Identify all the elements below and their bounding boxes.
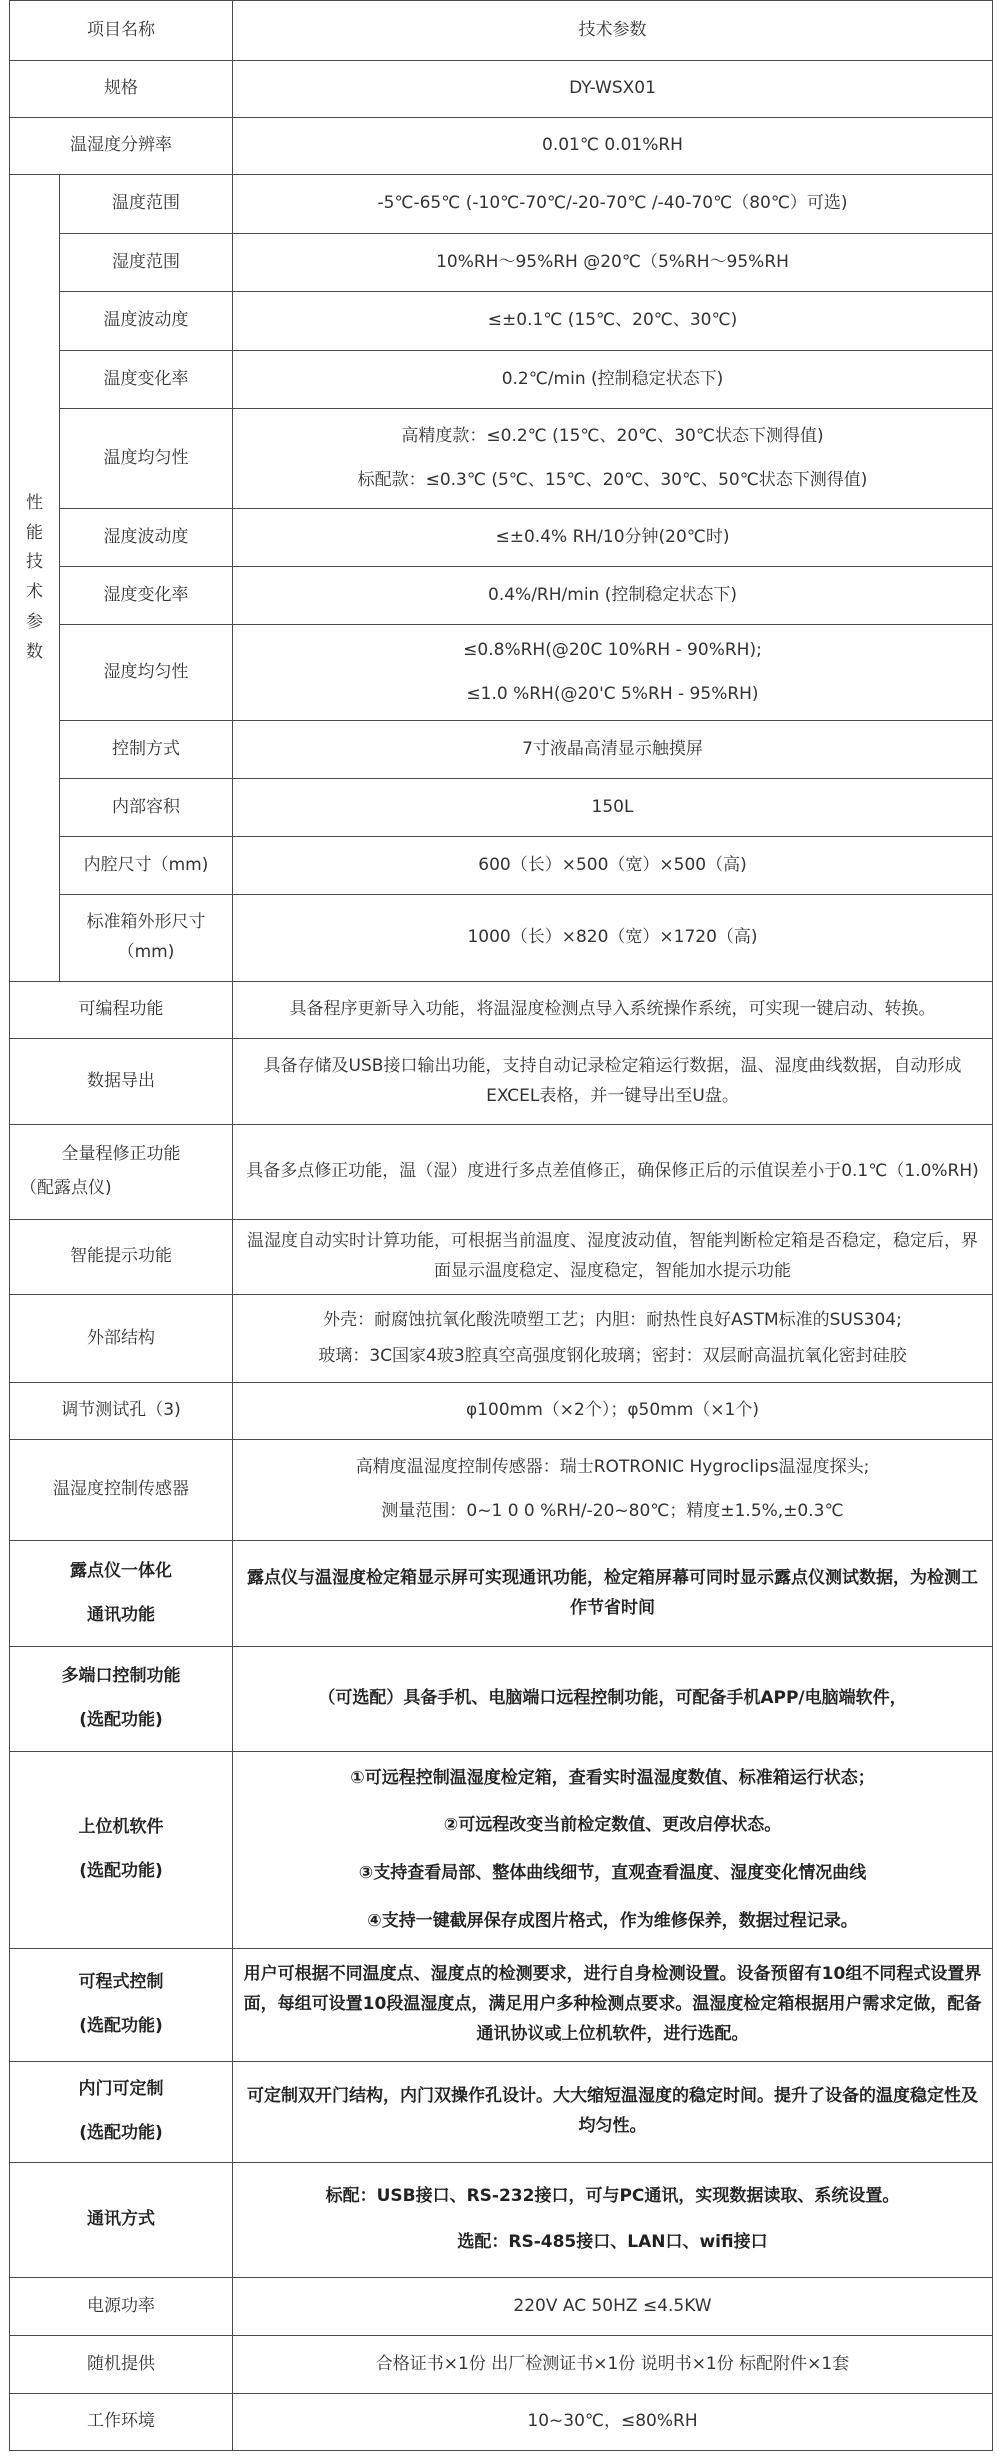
row-name: 工作环境 (10, 2394, 233, 2451)
table-row (10, 1647, 993, 1752)
row-value: 150L (233, 779, 993, 837)
row-value: 7寸液晶高清显示触摸屏 (233, 721, 993, 779)
table-row (10, 1752, 993, 1949)
row-name: 温度变化率 (60, 351, 233, 409)
row-value: ①可远程控制温湿度检定箱，查看实时温湿度数值、标准箱运行状态； ②可远程改变当前检定数值、更改启停状态。 ③支持查看局部、整体曲线细节，直观查看温度、湿度变化情况曲线 ④支持一键截屏保存成图片格式，作为维修保养，数据过程记录。 (233, 1752, 993, 1949)
row-value: 10~30℃，≤80%RH (233, 2394, 993, 2451)
table-row (10, 118, 993, 175)
row-name: 内腔尺寸（mm) (60, 837, 233, 895)
table-row (10, 895, 993, 982)
row-name: 湿度范围 (60, 234, 233, 292)
row-value: 10%RH～95%RH @20℃（5%RH～95%RH (233, 234, 993, 292)
table-row (10, 982, 993, 1039)
table-row (10, 2163, 993, 2278)
table-row (10, 2278, 993, 2336)
row-name: 上位机软件 (选配功能) (10, 1752, 233, 1949)
row-name: 可程式控制 (选配功能) (10, 1949, 233, 2062)
row-value: 具备多点修正功能，温（湿）度进行多点差值修正，确保修正后的示值误差小于0.1℃（1.0%RH) (233, 1125, 993, 1220)
row-name: 调节测试孔（3) (10, 1383, 233, 1440)
row-value: 0.4%/RH/min (控制稳定状态下) (233, 567, 993, 625)
row-name: 温度范围 (60, 175, 233, 234)
row-name: 内门可定制 (选配功能) (10, 2062, 233, 2163)
row-value: 可定制双开门结构，内门双操作孔设计。大大缩短温湿度的稳定时间。提升了设备的温度稳定性及均匀性。 (233, 2062, 993, 2163)
row-value: 高精度款：≤0.2℃ (15℃、20℃、30℃状态下测得值) 标配款：≤0.3℃ (5℃、15℃、20℃、30℃、50℃状态下测得值) (233, 409, 993, 509)
row-name: 数据导出 (10, 1039, 233, 1125)
table-row (10, 1125, 993, 1220)
row-value: 标配：USB接口、RS-232接口，可与PC通讯，实现数据读取、系统设置。 选配：RS-485接口、LAN口、wifi接口 (233, 2163, 993, 2278)
row-name: 温度波动度 (60, 292, 233, 351)
header-name: 项目名称 (10, 1, 233, 61)
row-value: 高精度温湿度控制传感器：瑞士ROTRONIC Hygroclips温湿度探头; 测量范围：0~1 0 0 %RH/-20~80℃；精度±1.5%,±0.3℃ (233, 1440, 993, 1541)
row-value: 具备程序更新导入功能，将温湿度检测点导入系统操作系统，可实现一键启动、转换。 (233, 982, 993, 1039)
row-name: 多端口控制功能 (选配功能) (10, 1647, 233, 1752)
table-row (10, 509, 993, 567)
row-name: 控制方式 (60, 721, 233, 779)
row-value: 外壳：耐腐蚀抗氧化酸洗喷塑工艺；内胆：耐热性良好ASTM标准的SUS304; 玻璃：3C国家4玻3腔真空高强度钢化玻璃；密封：双层耐高温抗氧化密封硅胶 (233, 1295, 993, 1383)
table-row (10, 409, 993, 509)
row-value: 合格证书×1份 出厂检测证书×1份 说明书×1份 标配附件×1套 (233, 2336, 993, 2394)
table-row (10, 1295, 993, 1383)
table-row (10, 2062, 993, 2163)
row-value: 用户可根据不同温度点、湿度点的检测要求，进行自身检测设置。设备预留有10组不同程式设置界面，每组可设置10段温湿度点，满足用户多种检测点要求。温湿度检定箱根据用户需求定做，配备通讯协议或上位机软件，进行选配。 (233, 1949, 993, 2062)
row-name: 规格 (10, 61, 233, 118)
table-row (10, 1220, 993, 1295)
table-row (10, 721, 993, 779)
table-row (10, 1541, 993, 1647)
table-row (10, 292, 993, 351)
row-name: 随机提供 (10, 2336, 233, 2394)
row-name: 标准箱外形尺寸（mm) (60, 895, 233, 982)
row-name: 温度均匀性 (60, 409, 233, 509)
row-name: 湿度波动度 (60, 509, 233, 567)
row-value: 温湿度自动实时计算功能，可根据当前温度、湿度波动值，智能判断检定箱是否稳定，稳定后，界面显示温度稳定、湿度稳定，智能加水提示功能 (233, 1220, 993, 1295)
row-name: 通讯方式 (10, 2163, 233, 2278)
row-name: 湿度变化率 (60, 567, 233, 625)
table-row (10, 625, 993, 721)
table-row (10, 175, 993, 234)
row-name: 温湿度分辨率 (10, 118, 233, 175)
row-value: φ100mm（×2个）；φ50mm（×1个) (233, 1383, 993, 1440)
table-row (10, 567, 993, 625)
table-row (10, 2336, 993, 2394)
row-value: 具备存储及USB接口输出功能，支持自动记录检定箱运行数据，温、湿度曲线数据，自动形成EXCEL表格，并一键导出至U盘。 (233, 1039, 993, 1125)
header-value: 技术参数 (233, 1, 993, 61)
row-name: 电源功率 (10, 2278, 233, 2336)
table-row (10, 779, 993, 837)
table-row (10, 1440, 993, 1541)
table-row (10, 837, 993, 895)
table-row (10, 351, 993, 409)
table-row (10, 61, 993, 118)
spec-table (9, 0, 993, 2451)
row-value: （可选配）具备手机、电脑端口远程控制功能，可配备手机APP/电脑端软件， (233, 1647, 993, 1752)
row-name: 露点仪一体化 通讯功能 (10, 1541, 233, 1647)
table-row (10, 1383, 993, 1440)
row-value: 0.01℃ 0.01%RH (233, 118, 993, 175)
row-value: 0.2℃/min (控制稳定状态下) (233, 351, 993, 409)
performance-category: 性 能技 术 参 数 (10, 175, 60, 982)
row-value: -5℃-65℃ (-10℃-70℃/-20-70℃ /-40-70℃（80℃）可选) (233, 175, 993, 234)
row-name: 外部结构 (10, 1295, 233, 1383)
row-value: ≤±0.4% RH/10分钟(20℃时) (233, 509, 993, 567)
row-value: ≤0.8%RH(@20C 10%RH - 90%RH); ≤1.0 %RH(@20'C 5%RH - 95%RH) (233, 625, 993, 721)
row-value: 1000（长）×820（宽）×1720（高) (233, 895, 993, 982)
table-row (10, 2394, 993, 2451)
row-name: 智能提示功能 (10, 1220, 233, 1295)
row-value: 露点仪与温湿度检定箱显示屏可实现通讯功能，检定箱屏幕可同时显示露点仪测试数据，为检测工作节省时间 (233, 1541, 993, 1647)
row-value: ≤±0.1℃ (15℃、20℃、30℃) (233, 292, 993, 351)
table-row (10, 1039, 993, 1125)
row-name: 内部容积 (60, 779, 233, 837)
row-value: DY-WSX01 (233, 61, 993, 118)
row-value: 220V AC 50HZ ≤4.5KW (233, 2278, 993, 2336)
table-row (10, 1949, 993, 2062)
row-name: 全量程修正功能 （配露点仪) (10, 1125, 233, 1220)
row-name: 湿度均匀性 (60, 625, 233, 721)
table-header-row (10, 1, 993, 61)
table-row (10, 234, 993, 292)
row-name: 温湿度控制传感器 (10, 1440, 233, 1541)
row-value: 600（长）×500（宽）×500（高) (233, 837, 993, 895)
row-name: 可编程功能 (10, 982, 233, 1039)
